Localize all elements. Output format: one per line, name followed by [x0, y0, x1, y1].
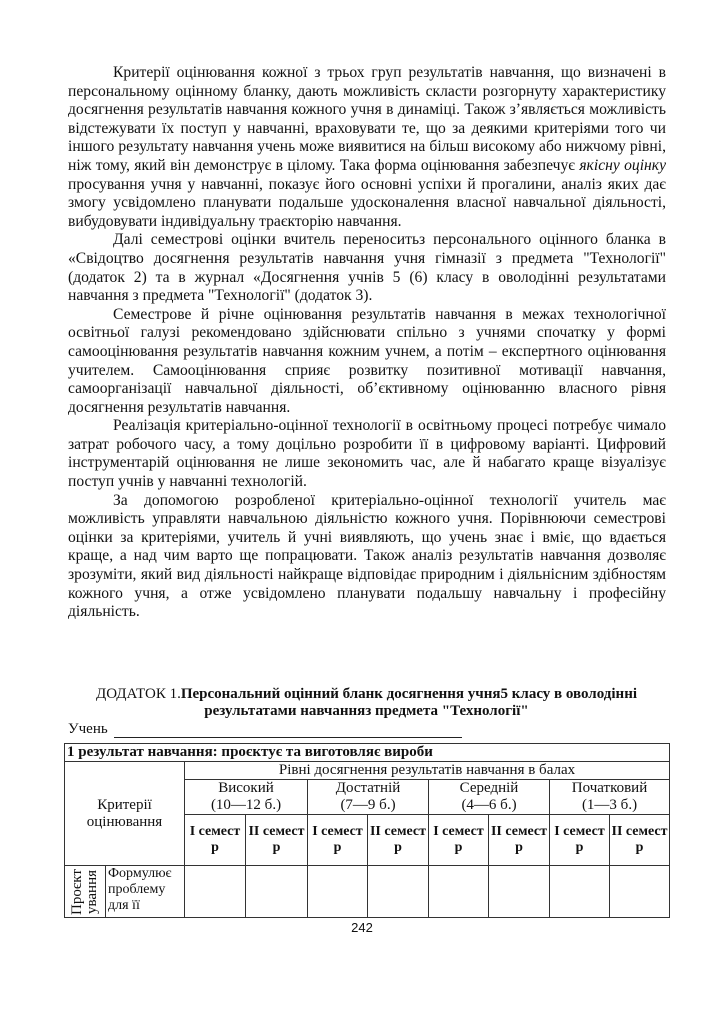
- grade-cell[interactable]: [185, 866, 246, 918]
- semester-2-header: II семест р: [246, 815, 308, 866]
- appendix-caption: [64, 686, 669, 720]
- group-label: Проєкт ування: [69, 868, 100, 915]
- emphasis-text: якісну оцінку: [579, 156, 666, 174]
- semester-2-header: II семест р: [489, 815, 550, 866]
- student-label: Учень: [68, 721, 108, 737]
- semester-1-header: I семест р: [185, 815, 246, 866]
- page-number: 242: [351, 920, 373, 935]
- semester-1-header: I семест р: [308, 815, 368, 866]
- paragraph-2: Далі семестрові оцінки вчитель переноситьз персонального оцінного бланка в «Свідоцтво досягнення результатів навчання учня гімназії з предмета "Технології" (додаток 2) та в журнал «Досягнення учнів 5 (6) класу в оволодінні результатами навчання з предмета "Технології" (додаток 3).: [68, 231, 666, 305]
- level-sufficient: Достатній (7—9 б.): [308, 780, 429, 815]
- criterion-label: Формулює проблему для її: [106, 866, 185, 918]
- criteria-header: Критерії оцінювання: [65, 762, 185, 866]
- semester-1-header: I семест р: [429, 815, 489, 866]
- grade-cell[interactable]: [429, 866, 489, 918]
- appendix-title-line1: Персональний оцінний бланк досягнення учня5 класу в оволодінні: [180, 686, 638, 702]
- level-high: Високий (10—12 б.): [185, 780, 308, 815]
- student-name-line[interactable]: [114, 723, 462, 738]
- result-heading: 1 результат навчання: проєктує та виготовляє вироби: [65, 744, 670, 762]
- paragraph-5: За допомогою розробленої критеріально-оцінної технології учитель має можливість управляти навчальною діяльністю кожного учня. Порівнюючи семестрові оцінки за критеріями, учитель й учні виявляють, що учень знає і вміє, що вдається краще, а над чим варто ще попрацювати. Також аналіз результатів навчання дозволяє зрозуміти, який вид діяльності найкраще відповідає природним і діяльнісним здібностям кожного учня, а отже усвідомлено планувати подальшу навчальну і професійну діяльність.: [68, 491, 666, 621]
- paragraph-4: Реалізація критеріально-оцінної технології в освітньому процесі потребує чимало затрат робочого часу, а тому доцільно розробити її в цифровому варіанті. Цифровий інструментарій оцінювання не лише зекономить час, але й набагато краще візуалізує поступ учнів у навчанні технологій.: [68, 417, 666, 491]
- grade-cell[interactable]: [489, 866, 550, 918]
- grade-cell[interactable]: [368, 866, 429, 918]
- appendix-prefix: ДОДАТОК 1.: [95, 686, 181, 702]
- levels-heading: Рівні досягнення результатів навчання в балах: [185, 762, 670, 780]
- grade-cell[interactable]: [550, 866, 610, 918]
- level-initial: Початковий (1—3 б.): [550, 780, 670, 815]
- body-text: [68, 64, 666, 622]
- paragraph-text: просування учня у навчанні, показує його основні успіхи й прогалини, аналіз яких дає змогу усвідомлено планувати подальше удосконалення власної навчальної діяльності, вибудовувати індивідуальну траєкторію навчання.: [68, 175, 666, 230]
- grade-cell[interactable]: [610, 866, 670, 918]
- semester-2-header: II семест р: [368, 815, 429, 866]
- assessment-table: [64, 743, 670, 918]
- paragraph-1: [68, 64, 666, 231]
- appendix-title-line2: результатами навчанняз предмета "Технології": [204, 703, 529, 719]
- student-field: [68, 721, 462, 738]
- group-label-cell: [65, 866, 106, 918]
- grade-cell[interactable]: [246, 866, 308, 918]
- semester-1-header: I семест р: [550, 815, 610, 866]
- grade-cell[interactable]: [308, 866, 368, 918]
- table-row: [65, 866, 670, 918]
- paragraph-3: Семестрове й річне оцінювання результатів навчання в межах технологічної освітньої галузі рекомендовано здійснювати спільно з учнями спочатку у формі самооцінювання результатів навчання кожним учнем, а потім – експертного оцінювання учителем. Самооцінювання сприяє розвитку позитивної мотивації навчання, самоорганізації навчальної діяльності, об’єктивному оцінюванню власного рівня досягнення результатів навчання.: [68, 305, 666, 416]
- semester-2-header: II семест р: [610, 815, 670, 866]
- paragraph-text: Критерії оцінювання кожної з трьох груп результатів навчання, що визначені в персональному оцінному бланку, дають можливість скласти розгорнуту характеристику досягнення результатів навчання кожного учня в динаміці. Також з’являється можливість відстежувати їх поступ у навчанні, враховувати те, що за деякими критеріями того чи іншого результату навчання учень може виявитися на більш високому або нижчому рівні, ніж тому, який він демонструє в цілому. Така форма оцінювання забезпечує: [68, 64, 666, 174]
- level-medium: Середній (4—6 б.): [429, 780, 550, 815]
